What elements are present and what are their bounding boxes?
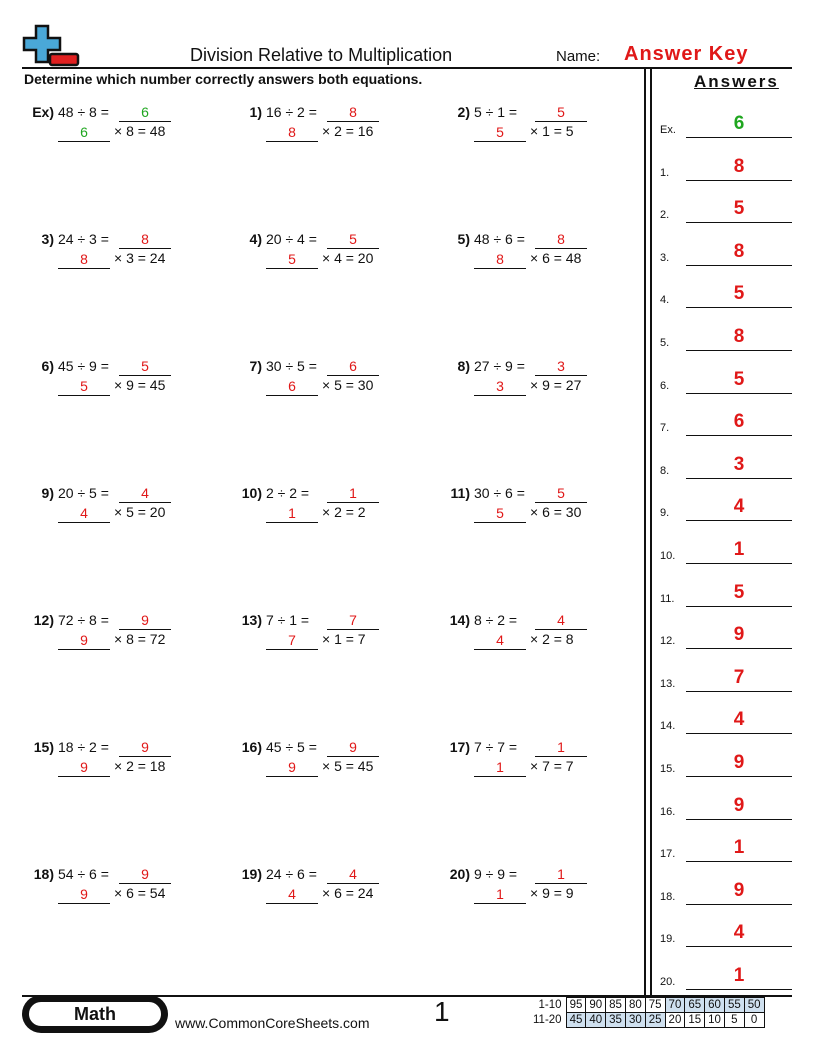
factor-answer: 9 [58, 885, 110, 904]
quotient-answer: 5 [535, 103, 587, 122]
problem-item [440, 358, 640, 408]
division-equation: 48 ÷ 8 = [58, 104, 109, 120]
factor-answer: 7 [266, 631, 318, 650]
column-divider [644, 68, 646, 996]
answer-value: 9 [686, 793, 792, 820]
division-equation: 7 ÷ 7 = [474, 739, 518, 755]
factor-answer: 9 [58, 758, 110, 777]
problem-item [24, 104, 224, 154]
problem-item [24, 612, 224, 662]
answer-value: 5 [686, 367, 792, 394]
factor-answer: 8 [474, 250, 526, 269]
quotient-answer: 5 [119, 357, 171, 376]
answer-label: 11. [660, 592, 675, 605]
answer-label: 7. [660, 422, 670, 435]
problem-number: 15) [33, 739, 54, 755]
problem-number: 3) [41, 231, 54, 247]
factor-answer: 5 [474, 504, 526, 523]
answer-row [660, 110, 792, 138]
division-equation: 7 ÷ 1 = [266, 612, 310, 628]
answer-value: 5 [686, 196, 792, 223]
quotient-answer: 7 [327, 611, 379, 630]
answer-label: 3. [660, 251, 670, 264]
answer-row [660, 621, 792, 649]
division-equation: 54 ÷ 6 = [58, 866, 109, 882]
factor-answer: 1 [474, 758, 526, 777]
worksheet-title: Division Relative to Multiplication [190, 45, 453, 65]
answer-value: 1 [686, 963, 792, 990]
quotient-answer: 8 [119, 230, 171, 249]
answer-row [660, 919, 792, 947]
score-cell: 80 [625, 998, 645, 1013]
factor-answer: 5 [474, 123, 526, 142]
division-equation: 72 ÷ 8 = [58, 612, 109, 628]
score-cell: 5 [724, 1013, 744, 1028]
factor-answer: 1 [474, 885, 526, 904]
answer-value: 3 [686, 452, 792, 479]
problem-number: 8) [457, 358, 470, 374]
factor-answer: 4 [58, 504, 110, 523]
problem-item [440, 104, 640, 154]
multiplication-equation: × 9 = 27 [530, 377, 582, 393]
answers-heading: Answers [694, 72, 779, 91]
header-divider [22, 67, 792, 69]
multiplication-equation: × 1 = 7 [322, 631, 366, 647]
problem-item [232, 358, 432, 408]
problem-number: 9) [41, 485, 54, 501]
answer-value: 7 [686, 665, 792, 692]
answer-value: 4 [686, 920, 792, 947]
factor-answer: 4 [266, 885, 318, 904]
answer-value: 4 [686, 494, 792, 521]
answer-row [660, 706, 792, 734]
answer-label: 10. [660, 550, 676, 562]
multiplication-equation: × 6 = 30 [530, 504, 582, 520]
quotient-answer: 4 [119, 484, 171, 503]
instructions: Determine which number correctly answers both equations. [24, 71, 423, 87]
multiplication-equation: × 2 = 16 [322, 123, 374, 139]
answer-label: 6. [660, 379, 670, 392]
problem-number: 1) [249, 104, 262, 120]
answer-value: 4 [686, 707, 792, 734]
quotient-answer: 4 [535, 611, 587, 630]
answer-label: 17. [660, 848, 676, 861]
answer-label: 2. [660, 209, 670, 222]
score-cell: 70 [665, 998, 685, 1013]
column-divider [650, 68, 652, 996]
multiplication-equation: × 9 = 45 [114, 377, 166, 393]
score-cell: 65 [685, 998, 705, 1013]
problem-number: 17) [449, 739, 470, 755]
answer-value: 9 [686, 878, 792, 905]
answer-label: 15. [660, 763, 676, 775]
problem-item [232, 739, 432, 789]
answer-value: 9 [686, 750, 792, 777]
problem-number: 18) [33, 866, 54, 882]
answer-row [660, 366, 792, 394]
problem-number: 20) [449, 866, 470, 882]
quotient-answer: 6 [119, 103, 171, 122]
multiplication-equation: × 4 = 20 [322, 250, 374, 266]
multiplication-equation: × 7 = 7 [530, 758, 574, 774]
multiplication-equation: × 2 = 2 [322, 504, 366, 520]
problem-item [24, 231, 224, 281]
quotient-answer: 9 [119, 865, 171, 884]
problem-item [440, 231, 640, 281]
division-equation: 30 ÷ 6 = [474, 485, 525, 501]
score-cell: 15 [685, 1013, 705, 1028]
factor-answer: 6 [266, 377, 318, 396]
quotient-answer: 8 [327, 103, 379, 122]
multiplication-equation: × 8 = 48 [114, 123, 166, 139]
problem-item [232, 866, 432, 916]
division-equation: 5 ÷ 1 = [474, 104, 518, 120]
quotient-answer: 1 [535, 738, 587, 757]
problem-item [24, 739, 224, 789]
quotient-answer: 9 [119, 738, 171, 757]
answer-value: 6 [686, 111, 792, 138]
division-equation: 20 ÷ 4 = [266, 231, 317, 247]
score-cell: 50 [744, 998, 764, 1013]
multiplication-equation: × 2 = 18 [114, 758, 166, 774]
division-equation: 20 ÷ 5 = [58, 485, 109, 501]
quotient-answer: 9 [119, 611, 171, 630]
quotient-answer: 9 [327, 738, 379, 757]
multiplication-equation: × 6 = 48 [530, 250, 582, 266]
division-equation: 48 ÷ 6 = [474, 231, 525, 247]
score-row [530, 1013, 764, 1028]
answer-label: 1. [660, 166, 670, 179]
answer-label: 19. [660, 933, 676, 946]
problem-item [232, 104, 432, 154]
score-range: 1-10 [538, 999, 562, 1011]
answer-label: Ex. [660, 124, 676, 136]
division-equation: 24 ÷ 6 = [266, 866, 317, 882]
problem-number: 7) [249, 358, 262, 374]
answer-label: 4. [660, 294, 670, 307]
answer-row [660, 408, 792, 436]
division-equation: 9 ÷ 9 = [474, 866, 518, 882]
factor-answer: 6 [58, 123, 110, 142]
division-equation: 18 ÷ 2 = [58, 739, 109, 755]
division-equation: 30 ÷ 5 = [266, 358, 317, 374]
factor-answer: 8 [266, 123, 318, 142]
factor-answer: 9 [58, 631, 110, 650]
score-cell: 75 [645, 998, 665, 1013]
multiplication-equation: × 6 = 54 [114, 885, 166, 901]
answer-row [660, 238, 792, 266]
answer-label: 16. [660, 805, 676, 818]
score-cell: 20 [665, 1013, 685, 1028]
factor-answer: 8 [58, 250, 110, 269]
name-label: Name: [556, 48, 601, 65]
problem-item [24, 358, 224, 408]
quotient-answer: 4 [327, 865, 379, 884]
plus-minus-logo-icon [22, 24, 80, 68]
answer-row [660, 877, 792, 905]
problem-number: 4) [249, 231, 262, 247]
answer-value: 8 [686, 239, 792, 266]
multiplication-equation: × 6 = 24 [322, 885, 374, 901]
score-cell: 25 [645, 1013, 665, 1028]
problem-number: 13) [241, 612, 262, 628]
score-cell: 90 [586, 998, 606, 1013]
answer-row [660, 323, 792, 351]
answer-value: 5 [686, 580, 792, 607]
answer-value: 8 [686, 154, 792, 181]
score-table [530, 997, 765, 1028]
answer-row [660, 834, 792, 862]
subject-badge: Math [26, 999, 164, 1029]
answer-label: 8. [660, 464, 670, 477]
quotient-answer: 3 [535, 357, 587, 376]
factor-answer: 5 [58, 377, 110, 396]
problem-number: 12) [33, 612, 54, 628]
quotient-answer: 5 [327, 230, 379, 249]
problem-number: 10) [241, 485, 262, 501]
score-cell: 10 [705, 1013, 725, 1028]
answer-value: 5 [686, 281, 792, 308]
problem-item [440, 612, 640, 662]
problem-number: 14) [449, 612, 470, 628]
score-cell: 30 [625, 1013, 645, 1028]
problem-number: 5) [457, 231, 470, 247]
answer-row [660, 153, 792, 181]
multiplication-equation: × 3 = 24 [114, 250, 166, 266]
answer-row [660, 579, 792, 607]
answer-value: 1 [686, 835, 792, 862]
problem-item [440, 739, 640, 789]
answer-row [660, 451, 792, 479]
answer-row [660, 280, 792, 308]
answer-value: 1 [686, 537, 792, 564]
problem-number: 11) [450, 485, 470, 501]
answer-value: 9 [686, 622, 792, 649]
page-number: 1 [434, 996, 450, 1027]
problem-number: 6) [41, 358, 54, 374]
multiplication-equation: × 5 = 30 [322, 377, 374, 393]
website-link: www.CommonCoreSheets.com [175, 1015, 370, 1031]
problem-number: 16) [241, 739, 262, 755]
division-equation: 27 ÷ 9 = [474, 358, 525, 374]
answer-label: 5. [660, 337, 670, 349]
quotient-answer: 5 [535, 484, 587, 503]
quotient-answer: 1 [327, 484, 379, 503]
answer-row [660, 493, 792, 521]
score-row [530, 998, 764, 1013]
problem-number: 19) [241, 866, 262, 882]
division-equation: 24 ÷ 3 = [58, 231, 109, 247]
answer-row [660, 536, 792, 564]
answer-label: 20. [660, 976, 676, 988]
answer-label: 14. [660, 720, 676, 733]
score-cell: 55 [724, 998, 744, 1013]
problem-item [24, 485, 224, 535]
division-equation: 8 ÷ 2 = [474, 612, 518, 628]
answer-row [660, 664, 792, 692]
answer-label: 9. [660, 507, 670, 520]
division-equation: 2 ÷ 2 = [266, 485, 310, 501]
factor-answer: 5 [266, 250, 318, 269]
division-equation: 45 ÷ 9 = [58, 358, 109, 374]
score-cell: 35 [606, 1013, 626, 1028]
problem-item [232, 612, 432, 662]
answer-label: 13. [660, 677, 676, 690]
problem-number: 2) [457, 104, 470, 120]
factor-answer: 3 [474, 377, 526, 396]
answer-row [660, 962, 792, 990]
answer-row [660, 792, 792, 820]
factor-answer: 1 [266, 504, 318, 523]
score-cell: 45 [566, 1013, 586, 1028]
score-cell: 0 [744, 1013, 764, 1028]
answer-label: 18. [660, 890, 676, 903]
score-cell: 95 [566, 998, 586, 1013]
score-cell: 60 [705, 998, 725, 1013]
score-cell: 40 [586, 1013, 606, 1028]
problem-item [440, 485, 640, 535]
problem-number: Ex) [32, 104, 54, 120]
quotient-answer: 6 [327, 357, 379, 376]
factor-answer: 9 [266, 758, 318, 777]
multiplication-equation: × 8 = 72 [114, 631, 166, 647]
division-equation: 45 ÷ 5 = [266, 739, 317, 755]
answer-row [660, 749, 792, 777]
answer-value: 6 [686, 409, 792, 436]
problem-item [232, 231, 432, 281]
multiplication-equation: × 5 = 20 [114, 504, 166, 520]
score-cell: 85 [606, 998, 626, 1013]
division-equation: 16 ÷ 2 = [266, 104, 317, 120]
multiplication-equation: × 1 = 5 [530, 123, 574, 139]
answer-row [660, 195, 792, 223]
multiplication-equation: × 2 = 8 [530, 631, 574, 647]
quotient-answer: 8 [535, 230, 587, 249]
score-range: 11-20 [533, 1014, 562, 1026]
problem-item [440, 866, 640, 916]
factor-answer: 4 [474, 631, 526, 650]
multiplication-equation: × 9 = 9 [530, 885, 574, 901]
answer-key-label: Answer Key [624, 43, 749, 65]
answer-value: 8 [686, 324, 792, 351]
quotient-answer: 1 [535, 865, 587, 884]
multiplication-equation: × 5 = 45 [322, 758, 374, 774]
answer-label: 12. [660, 635, 676, 648]
problem-item [232, 485, 432, 535]
problem-item [24, 866, 224, 916]
